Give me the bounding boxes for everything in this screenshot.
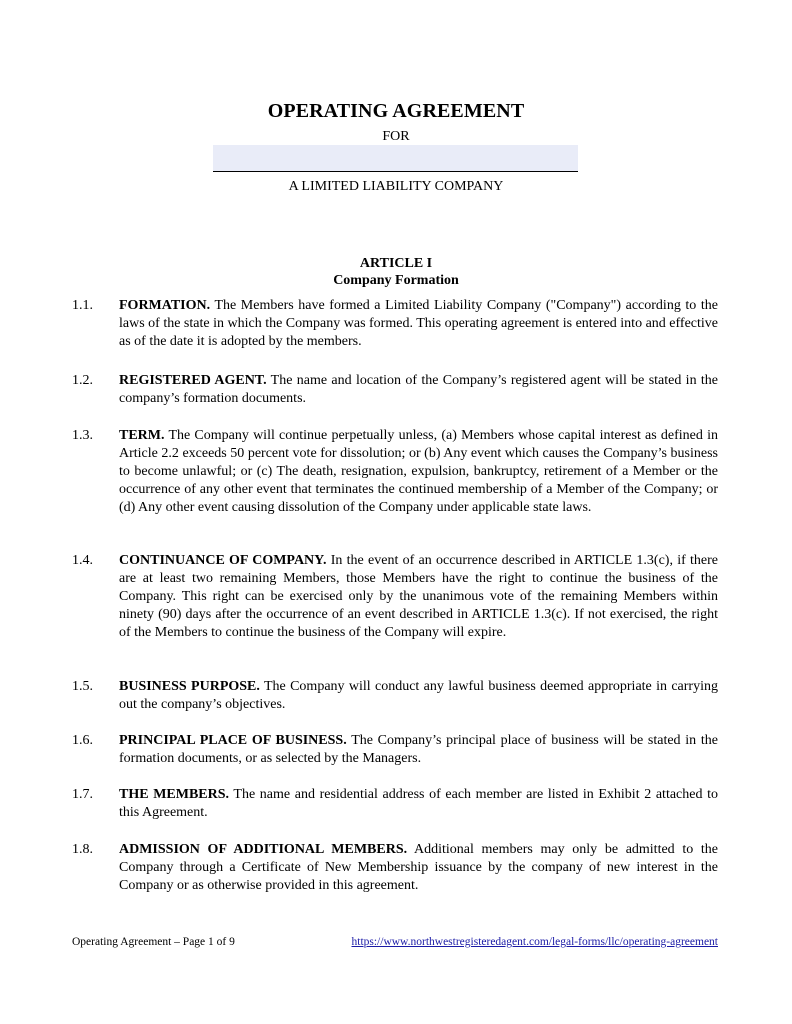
- section-number: 1.5.: [72, 679, 93, 694]
- section-term: [72, 427, 718, 517]
- section-number: 1.4.: [72, 553, 93, 568]
- section-heading: FORMATION.: [119, 298, 211, 313]
- section-additional-members: [72, 841, 718, 895]
- section-formation: [72, 297, 718, 351]
- section-principal-place: [72, 732, 718, 768]
- document-title: OPERATING AGREEMENT: [267, 100, 525, 122]
- section-number: 1.2.: [72, 373, 93, 388]
- section-text: The name and location of the Company’s registered agent will be stated in the company’s formation documents.: [119, 373, 718, 406]
- section-text: The Company will continue perpetually unless, (a) Members whose capital interest as defined in Article 2.2 exceeds 50 percent vote for dissolution; or (b) Any event which causes the Company’s business to become unlawful; or (c) The death, resignation, expulsion, bankruptcy, retirement of a Member or the occurrence of any other event that terminates the continued membership of a Member of the Company; or (d) Any other event causing dissolution of the Company under applicable state laws.: [119, 428, 718, 515]
- section-heading: CONTINUANCE OF COMPANY.: [119, 553, 327, 568]
- section-registered-agent: [72, 372, 718, 408]
- section-number: 1.7.: [72, 787, 93, 802]
- section-business-purpose: [72, 678, 718, 714]
- section-text: Additional members may only be admitted to the Company through a Certificate of New Membership issuance by the company of new interest in the Company or as otherwise provided in this agreement.: [119, 842, 718, 893]
- section-text: The Members have formed a Limited Liability Company ("Company") according to the laws of the state in which the Company was formed. This operating agreement is entered into and effective as of the date it is adopted by the members.: [119, 298, 718, 349]
- section-heading: PRINCIPAL PLACE OF BUSINESS.: [119, 733, 347, 748]
- article-name: Company Formation: [333, 273, 459, 288]
- section-heading: REGISTERED AGENT.: [119, 373, 267, 388]
- for-label: FOR: [382, 129, 410, 144]
- footer-url-link[interactable]: https://www.northwestregisteredagent.com/legal-forms/llc/operating-agreement: [351, 936, 718, 948]
- section-number: 1.6.: [72, 733, 93, 748]
- section-text: The name and residential address of each member are listed in Exhibit 2 attached to this Agreement.: [119, 787, 718, 820]
- section-heading: ADMISSION OF ADDITIONAL MEMBERS.: [119, 842, 408, 857]
- document-subtitle: A LIMITED LIABILITY COMPANY: [288, 179, 504, 194]
- section-heading: THE MEMBERS.: [119, 787, 230, 802]
- section-heading: BUSINESS PURPOSE.: [119, 679, 260, 694]
- section-text: In the event of an occurrence described in ARTICLE 1.3(c), if there are at least two remaining Members, those Members have the right to continue the business of the Company. This right can be exercised only by the unanimous vote of the remaining Members within ninety (90) days after the occurrence of an event described in ARTICLE 1.3(c). If not exercised, the right of the Members to continue the business of the Company will expire.: [119, 553, 718, 640]
- footer-page-label: Operating Agreement – Page 1 of 9: [72, 936, 235, 948]
- company-name-field[interactable]: [213, 145, 578, 172]
- section-number: 1.8.: [72, 842, 93, 857]
- section-continuance: [72, 552, 718, 642]
- section-number: 1.1.: [72, 298, 93, 313]
- article-number: ARTICLE I: [359, 256, 433, 271]
- section-heading: TERM.: [119, 428, 165, 443]
- section-number: 1.3.: [72, 428, 93, 443]
- section-text: The Company’s principal place of business will be stated in the formation documents, or as selected by the Managers.: [119, 733, 718, 766]
- section-members: [72, 786, 718, 822]
- section-text: The Company will conduct any lawful business deemed appropriate in carrying out the company’s objectives.: [119, 679, 718, 712]
